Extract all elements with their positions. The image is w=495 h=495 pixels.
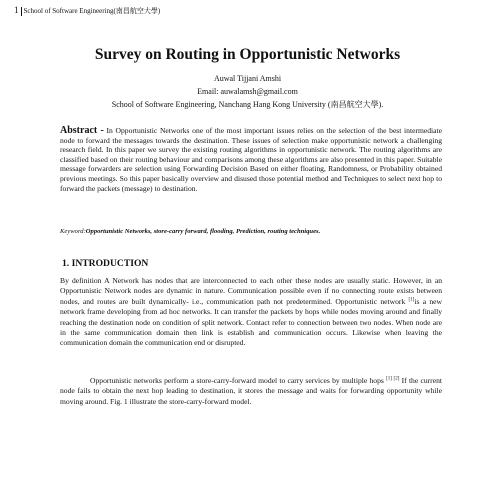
intro-p2-text-a: Opportunistic networks perform a store-carry-forward model to carry services by multiple hops: [90, 376, 387, 385]
intro-paragraph-2: [60, 376, 442, 407]
running-head-text: School of Software Engineering(南昌航空大學): [23, 7, 161, 15]
page-number: 1: [14, 5, 19, 15]
author-email: Email: auwalamsh@gmail.com: [197, 87, 298, 96]
keywords-label: Keyword:: [60, 228, 86, 235]
section-heading-introduction: 1. INTRODUCTION: [62, 258, 149, 269]
author-name: Auwal Tijjani Amshi: [213, 74, 282, 83]
author-affiliation: School of Software Engineering, Nanchang Hang Kong University (南昌航空大學).: [111, 100, 384, 109]
abstract: [60, 126, 442, 193]
intro-paragraph-1: [60, 276, 442, 349]
keywords: [60, 228, 442, 236]
header-divider: [21, 7, 22, 16]
citation-ref: [1] [2]: [386, 376, 400, 382]
citation-ref: [1]: [408, 297, 415, 303]
intro-p1-text-a: By definition A Network has nodes that are interconnected to each other these nodes are usually static. However, in an Opportunistic Network nodes are dynamic in nature. Communication possible even if no connecting route exists between nodes, and routes are built dynamically- i.e., communication path not predetermined. Opportunistic network: [60, 276, 442, 306]
abstract-text: In Opportunistic Networks one of the most important issues relies on the selection of the best intermediate node to forward the messages towards the destination. These issues of selection make opportunistic network a challenging research field. In this paper we survey the existing routing algorithms in opportunistic network. The routing algorithms are classified based on their routing behaviour and comparisons among these algorithms are also presented in this paper. Suitable message forwarders are selection using Forwarding Decision Based on either floating, Randomness, or Probability obtained previous meetings. So this paper basically overview and disused those potential method and Techniques to select next hop to forward the packets (message) to destination.: [60, 126, 443, 193]
keywords-text: Opportunistic Networks, store-carry forward, flooding, Prediction, routing techniques.: [85, 228, 321, 235]
running-header: [14, 6, 160, 16]
intro-p2-text-b: If the current node fails to obtain the next hop leading to destination, it stores the message and waits for forwarding opportunity while moving around. Fig. 1 illustrate the store-carry-forward model.: [60, 376, 442, 406]
paper-title: Survey on Routing in Opportunistic Networks: [94, 46, 401, 63]
intro-p1-text-b: is a new network frame developing from ad hoc networks. It can transfer the packets by hops while nodes moving around and finally reaching the destination node on condition of split network. Contact refer to connection between two nodes. When node are in the same communication domain then link is establish and communication occurs. Likewise when leaving the communication domain the communication end or disrupted.: [60, 296, 442, 348]
abstract-label: Abstract -: [60, 125, 104, 136]
